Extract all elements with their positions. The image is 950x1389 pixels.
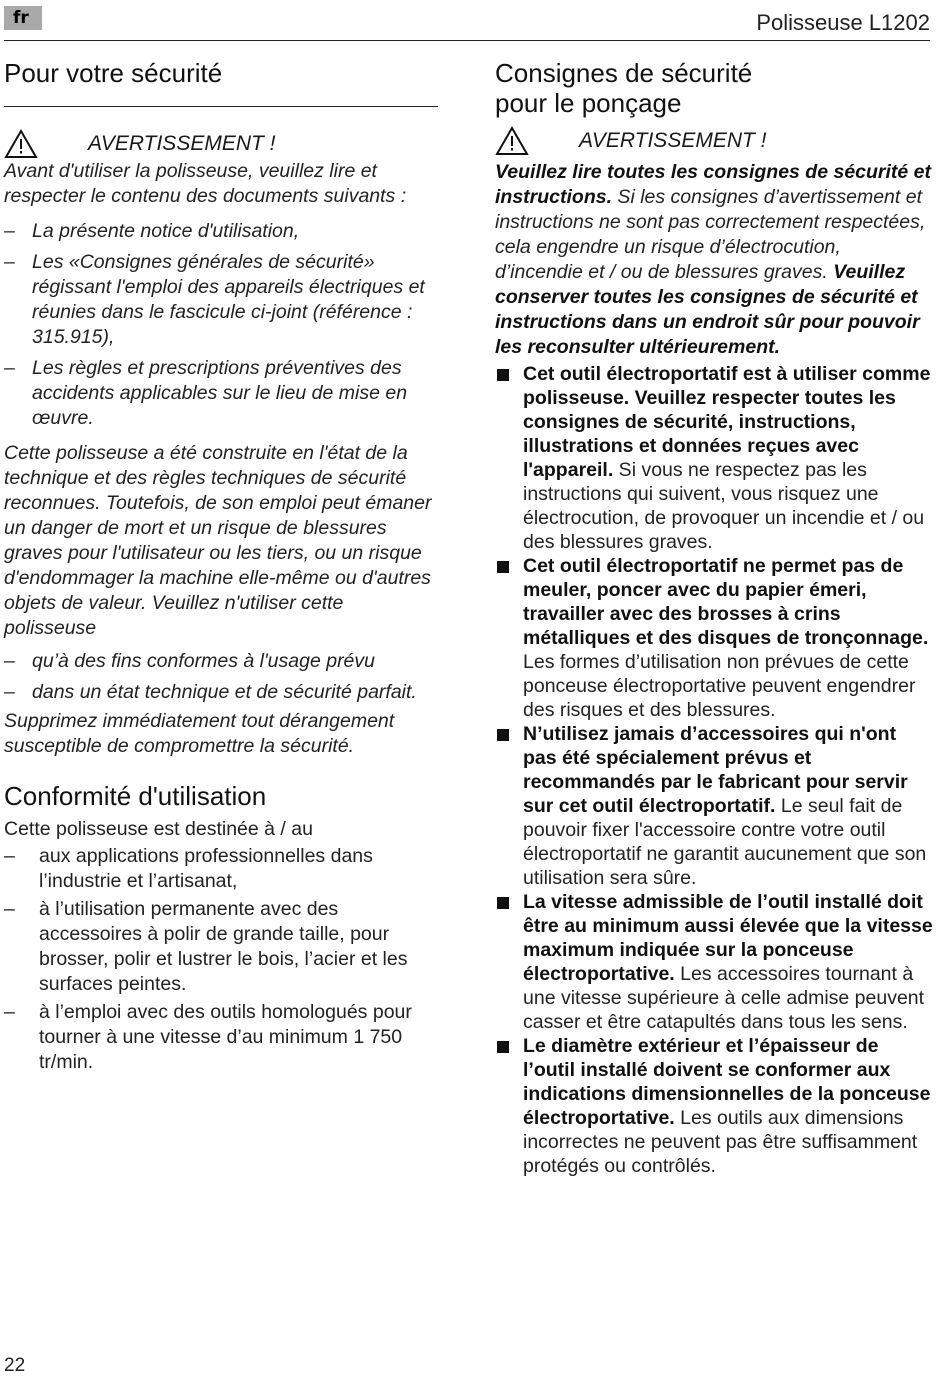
bullet-bold-text: Le diamètre extérieur et l’épaisseur de l’outil installé doivent se conformer aux indications dimensionnelles de la ponceuse électroportative. bbox=[523, 1035, 931, 1129]
section-heading-sanding: Consignes de sécurité pour le ponçage bbox=[495, 58, 753, 118]
bullet-item bbox=[495, 890, 933, 1034]
bullet-text: Les accessoires tournant à une vitesse supérieure à celle admise peuvent casser et être catapultés dans tous les sens. bbox=[523, 963, 925, 1033]
right-column bbox=[495, 58, 933, 1178]
lead-paragraph bbox=[495, 160, 933, 360]
warning-label: AVERTISSEMENT ! bbox=[579, 129, 767, 152]
language-tab: fr bbox=[4, 6, 42, 30]
documents-list bbox=[4, 219, 438, 431]
conformity-intro: Cette polisseuse est destinée à / au bbox=[4, 818, 313, 840]
lead-bold-1: Veuillez lire toutes les consignes de sécurité et instructions. bbox=[495, 161, 932, 208]
list-item: – Les «Consignes générales de sécurité» régissant l'emploi des appareils électriques et réunies dans le fascicule ci-joint (référence : 315.915), bbox=[4, 250, 438, 350]
bullet-text: Si vous ne respectez pas les instructions qui suivent, vous risquez une électrocution, de provoquer un incendie et / ou des blessures graves. bbox=[523, 459, 925, 553]
heading-rule bbox=[4, 106, 438, 107]
bullet-bold-text: N’utilisez jamais d’accessoires qui n'ont pas été spécialement prévus et recommandés par le fabricant pour servir sur cet outil électroportatif. bbox=[523, 723, 908, 817]
list-item: – à l’emploi avec des outils homologués pour tourner à une vitesse d’au minimum 1 750 tr/min. bbox=[4, 1000, 438, 1075]
bullet-item bbox=[495, 1034, 933, 1178]
bullet-item bbox=[495, 554, 933, 722]
list-item: – Les règles et prescriptions préventives des accidents applicables sur le lieu de mise en œuvre. bbox=[4, 356, 438, 431]
bullet-text: Les formes d’utilisation non prévues de cette ponceuse électroportative peuvent engendrer des risques et des blessures. bbox=[523, 651, 916, 721]
warning-label: AVERTISSEMENT ! bbox=[88, 132, 276, 155]
conformity-list bbox=[4, 844, 438, 1075]
left-column bbox=[4, 58, 438, 1075]
warning-triangle-icon bbox=[495, 126, 529, 156]
list-item: – à l’utilisation permanente avec des accessoires à polir de grande taille, pour brosser, polir et lustrer le bois, l’acier et les surfaces peintes. bbox=[4, 897, 438, 997]
bullet-bold-text: Cet outil électroportatif est à utiliser comme polisseuse. Veuillez respecter toutes les consignes de sécurité, instructions, illustrations et données reçues avec l'appareil. bbox=[523, 363, 931, 481]
list-item: – aux applications professionnelles dans l’industrie et l’artisanat, bbox=[4, 844, 438, 894]
warning-row bbox=[4, 129, 438, 159]
bullet-text: Les outils aux dimensions incorrectes ne peuvent pas être suffisamment protégés ou contrôlés. bbox=[523, 1107, 918, 1177]
list-item: – La présente notice d'utilisation, bbox=[4, 219, 438, 244]
warning-triangle-icon bbox=[4, 129, 38, 159]
conditions-list bbox=[4, 649, 438, 705]
document-title: Polisseuse L1202 bbox=[756, 10, 930, 35]
bullet-item bbox=[495, 362, 933, 554]
closing-text: Supprimez immédiatement tout dérangement susceptible de compromettre la sécurité. bbox=[4, 710, 395, 757]
section-heading-safety: Pour votre sécurité bbox=[4, 58, 223, 88]
list-item: – qu’à des fins conformes à l'usage prévu bbox=[4, 649, 438, 674]
bullet-bold-text: La vitesse admissible de l’outil installé doit être au minimum aussi élevée que la vitesse maximum indiquée sur la ponceuse électroportative. bbox=[523, 891, 933, 985]
bullet-item bbox=[495, 722, 933, 890]
list-item: – dans un état technique et de sécurité parfait. bbox=[4, 680, 438, 705]
warning-row bbox=[495, 126, 933, 156]
header-rule bbox=[4, 40, 930, 41]
section-heading-conformity: Conformité d'utilisation bbox=[4, 781, 267, 811]
page-number: 22 bbox=[4, 1355, 26, 1376]
bullet-bold-text: Cet outil électroportatif ne permet pas de meuler, poncer avec du papier émeri, travailler avec des brosses à crins métalliques et des disques de tronçonnage. bbox=[523, 555, 929, 649]
intro-text: Avant d'utiliser la polisseuse, veuillez lire et respecter le contenu des documents suivants : bbox=[4, 160, 407, 207]
lead-text: Si les consignes d’avertissement et instructions ne sont pas correctement respectées, cela engendre un risque d’électrocution, d’incendie et / ou de blessures graves. bbox=[495, 186, 926, 283]
safety-paragraph: Cette polisseuse a été construite en l'état de la technique et des règles techniques de sécurité reconnues. Toutefois, de son emploi peut émaner un danger de mort et un risque de blessures graves pour l'utilisateur ou les tiers, ou un risque d'endommager la machine elle-même ou d'autres objets de valeur. Veuillez n'utiliser cette polisseuse bbox=[4, 442, 432, 639]
bullet-text: Le seul fait de pouvoir fixer l'accessoire contre votre outil électroportatif ne garantit aucunement que son utilisation sera sûre. bbox=[523, 795, 927, 889]
safety-bullets bbox=[495, 362, 933, 1178]
lead-bold-2: Veuillez conserver toutes les consignes de sécurité et instructions dans un endroit sûr pour pouvoir les reconsulter ultérieurement. bbox=[495, 261, 920, 358]
